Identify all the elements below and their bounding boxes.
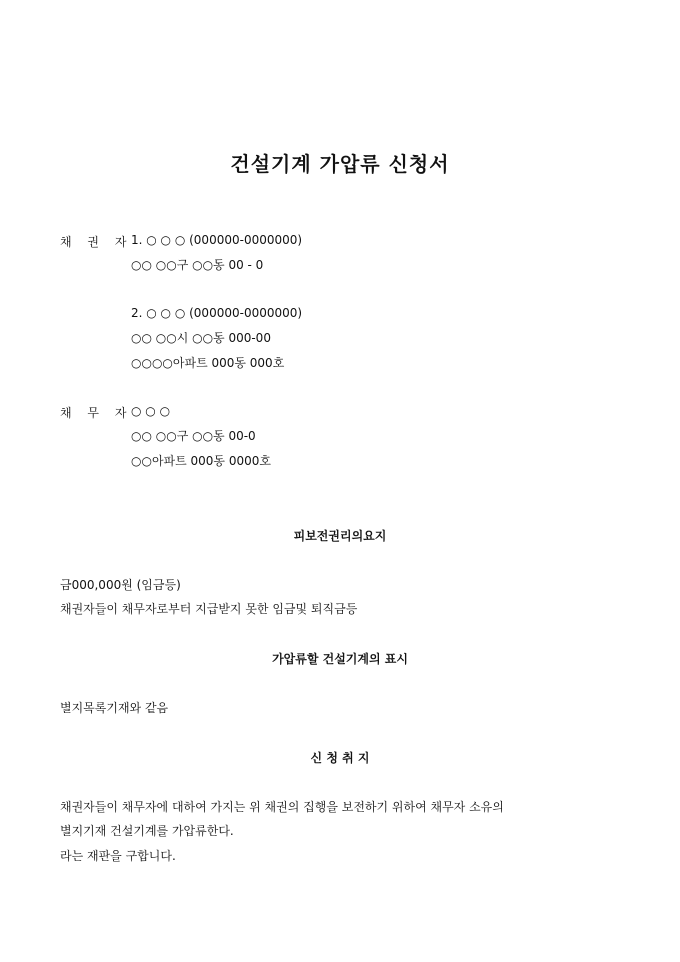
creditor-2-line2: ○○ ○○시 ○○동 000-00	[131, 331, 271, 345]
machine-heading: 가압류할 건설기계의 표시	[272, 652, 408, 666]
debtor-line2: ○○ ○○구 ○○동 00-0	[131, 429, 256, 443]
debtor-line1: ○ ○ ○	[131, 404, 171, 418]
creditor-2-line3: ○○○○아파트 000동 000호	[131, 356, 285, 370]
claim-heading: 피보전권리의요지	[293, 529, 387, 543]
machine-line1: 별지목록기재와 같음	[60, 701, 169, 715]
debtor-label: 채 무 자	[60, 406, 133, 420]
purpose-line1: 채권자들이 채무자에 대하여 가지는 위 채권의 집행을 보전하기 위하여 채무자 소유의	[60, 800, 504, 814]
claim-line1: 금000,000원 (임금등)	[60, 578, 181, 592]
creditor-1-line2: ○○ ○○구 ○○동 00 - 0	[131, 258, 264, 272]
claim-line2: 채권자들이 채무자로부터 지급받지 못한 임금및 퇴직금등	[60, 602, 358, 616]
creditor-label: 채 권 자	[60, 235, 133, 249]
debtor-line3: ○○아파트 000동 0000호	[131, 454, 271, 468]
creditor-2-line1: 2. ○ ○ ○ (000000-0000000)	[131, 306, 303, 320]
page-title: 건설기계 가압류 신청서	[230, 152, 450, 176]
creditor-1-line1: 1. ○ ○ ○ (000000-0000000)	[131, 233, 303, 247]
purpose-line2: 별지기재 건설기계를 가압류한다.	[60, 824, 234, 838]
purpose-heading: 신 청 취 지	[310, 751, 370, 765]
purpose-line3: 라는 재판을 구합니다.	[60, 849, 176, 863]
